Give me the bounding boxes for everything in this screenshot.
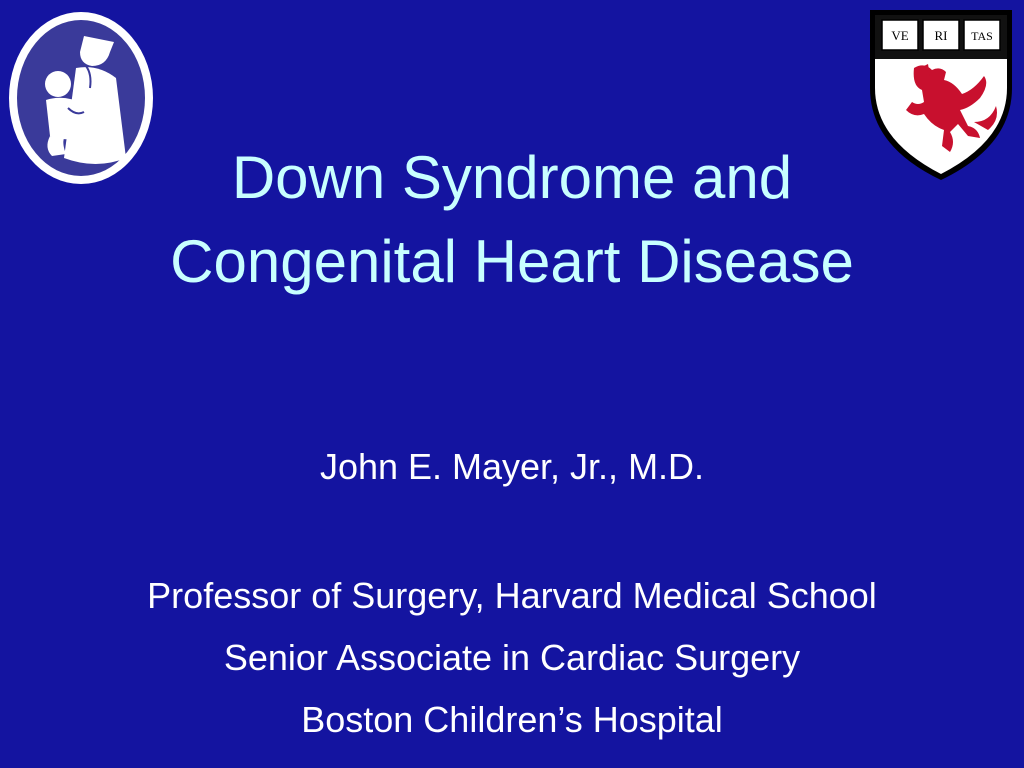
affiliation-line: Boston Children’s Hospital (301, 699, 723, 740)
slide-title (0, 136, 1024, 304)
shield-text-ve: VE (891, 28, 909, 43)
affiliation-line: Professor of Surgery, Harvard Medical School (147, 575, 877, 616)
title-line-2: Congenital Heart Disease (170, 228, 854, 295)
shield-text-tas: TAS (971, 29, 993, 43)
title-line-1: Down Syndrome and (231, 144, 793, 211)
shield-text-ri: RI (934, 28, 948, 43)
affiliations (0, 565, 1024, 751)
affiliation-line: Senior Associate in Cardiac Surgery (223, 637, 801, 678)
author-name: John E. Mayer, Jr., M.D. (319, 446, 705, 487)
